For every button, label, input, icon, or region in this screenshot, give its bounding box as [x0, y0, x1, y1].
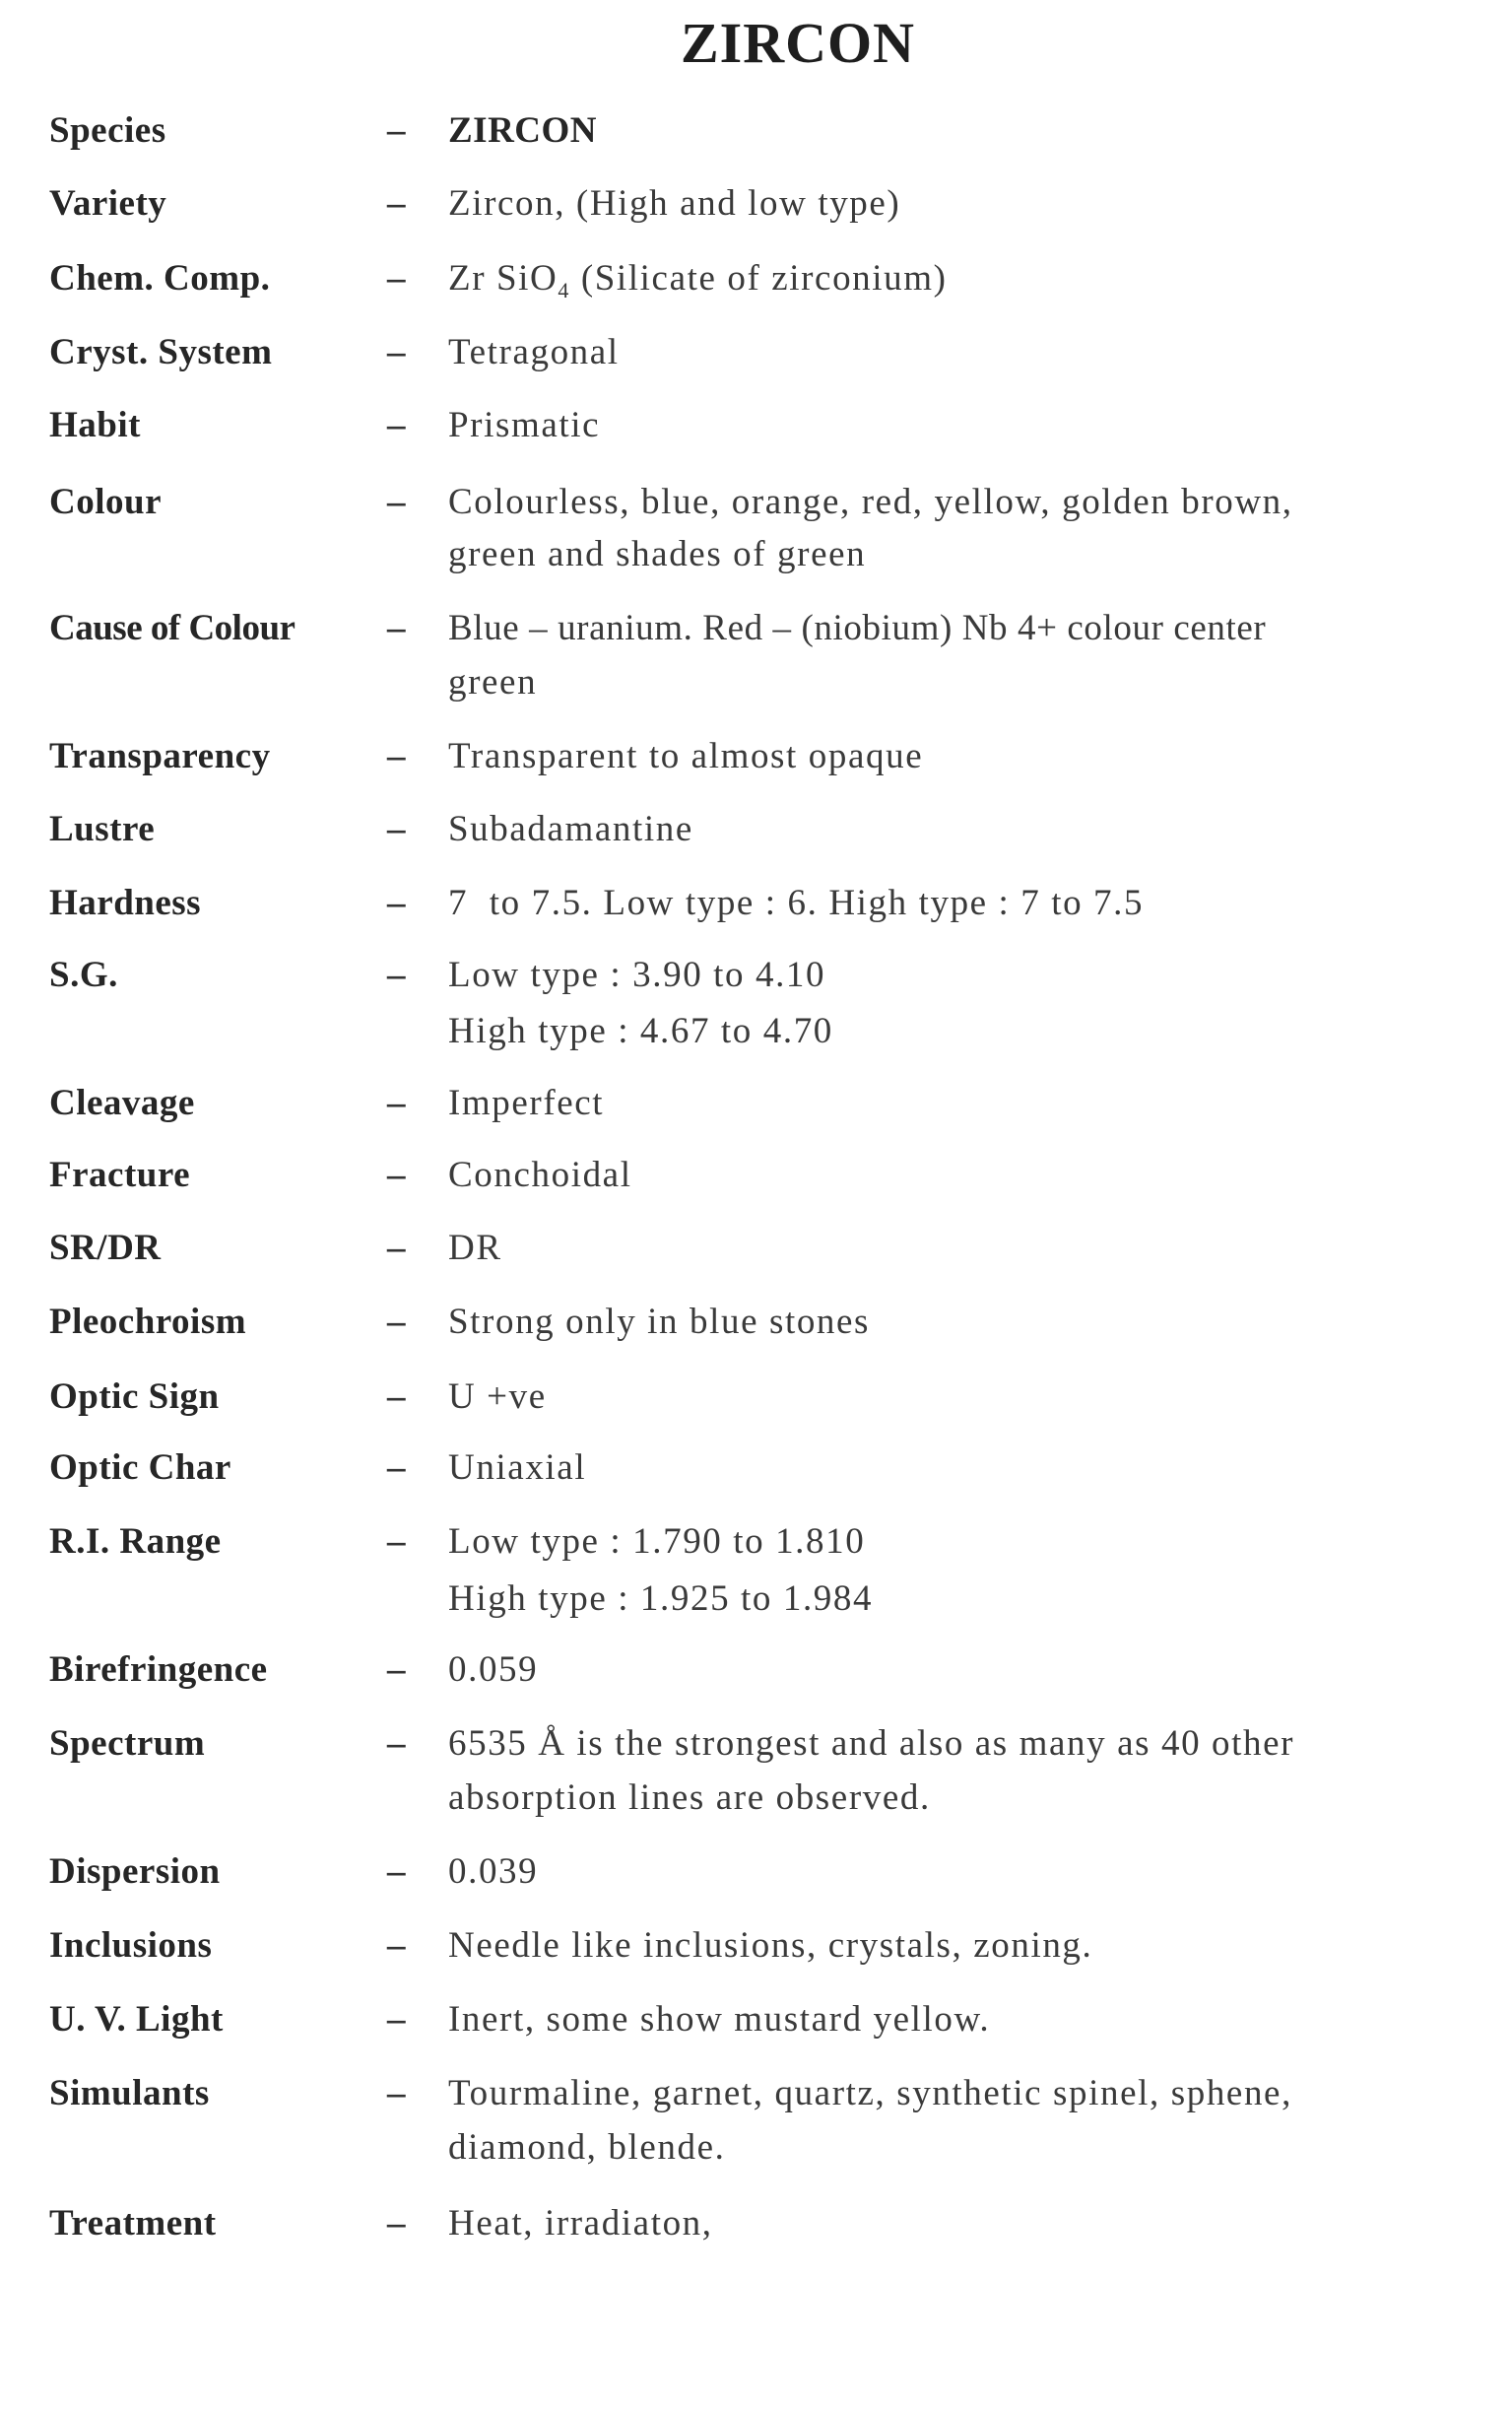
- property-label: Fracture: [49, 1155, 191, 1195]
- property-label: Simulants: [49, 2073, 210, 2113]
- separator-dash: –: [387, 809, 406, 849]
- page-title: ZIRCON: [680, 11, 916, 75]
- property-label: R.I. Range: [49, 1521, 222, 1562]
- property-value: U +ve: [448, 1376, 547, 1417]
- separator-dash: –: [387, 405, 406, 445]
- property-value-continued: green and shades of green: [448, 534, 867, 574]
- separator-dash: –: [387, 955, 406, 995]
- formula-description: (Silicate of zirconium): [569, 258, 948, 299]
- property-label: Cryst. System: [49, 332, 273, 372]
- property-label: Inclusions: [49, 1925, 213, 1966]
- separator-dash: –: [387, 482, 406, 522]
- property-label: Lustre: [49, 809, 156, 849]
- separator-dash: –: [387, 736, 406, 776]
- separator-dash: –: [387, 1649, 406, 1690]
- property-value: Uniaxial: [448, 1447, 587, 1488]
- separator-dash: –: [387, 332, 406, 372]
- separator-dash: –: [387, 258, 406, 299]
- property-label: Birefringence: [49, 1649, 268, 1690]
- property-value: Tetragonal: [448, 332, 620, 372]
- property-value-continued: diamond, blende.: [448, 2127, 726, 2168]
- property-value: ZIRCON: [448, 110, 598, 151]
- property-value: Transparent to almost opaque: [448, 736, 924, 776]
- separator-dash: –: [387, 1447, 406, 1488]
- separator-dash: –: [387, 1155, 406, 1195]
- separator-dash: –: [387, 1083, 406, 1123]
- property-value-continued: absorption lines are observed.: [448, 1777, 931, 1818]
- separator-dash: –: [387, 1999, 406, 2040]
- property-label: U. V. Light: [49, 1999, 224, 2040]
- property-label: Optic Char: [49, 1447, 231, 1488]
- separator-dash: –: [387, 1376, 406, 1417]
- property-value: Heat, irradiaton,: [448, 2203, 713, 2244]
- property-value: Needle like inclusions, crystals, zoning.: [448, 1925, 1093, 1966]
- property-label: Treatment: [49, 2203, 217, 2244]
- separator-dash: –: [387, 883, 406, 923]
- separator-dash: –: [387, 183, 406, 224]
- property-value: DR: [448, 1228, 502, 1268]
- property-label: Species: [49, 110, 166, 151]
- property-value: Colourless, blue, orange, red, yellow, golden brown,: [448, 482, 1293, 522]
- separator-dash: –: [387, 1228, 406, 1268]
- separator-dash: –: [387, 110, 406, 151]
- property-value: 7 to 7.5. Low type : 6. High type : 7 to 7.5: [448, 883, 1145, 923]
- property-value: Low type : 3.90 to 4.10: [448, 955, 826, 995]
- property-label: Chem. Comp.: [49, 258, 271, 299]
- formula-subscript: 4: [558, 278, 570, 302]
- property-value-continued: High type : 1.925 to 1.984: [448, 1578, 874, 1619]
- property-label: S.G.: [49, 955, 118, 995]
- property-value: Conchoidal: [448, 1155, 632, 1195]
- property-value: Tourmaline, garnet, quartz, synthetic spinel, sphene,: [448, 2073, 1292, 2113]
- property-label: Variety: [49, 183, 167, 224]
- property-value: Prismatic: [448, 405, 601, 445]
- property-label: Habit: [49, 405, 141, 445]
- property-value: 0.039: [448, 1851, 539, 1892]
- property-value: Strong only in blue stones: [448, 1302, 871, 1342]
- separator-dash: –: [387, 1723, 406, 1764]
- property-label: Optic Sign: [49, 1376, 220, 1417]
- property-label: Cause of Colour: [49, 608, 296, 648]
- property-value: Inert, some show mustard yellow.: [448, 1999, 991, 2040]
- property-value: Low type : 1.790 to 1.810: [448, 1521, 866, 1562]
- separator-dash: –: [387, 1302, 406, 1342]
- property-label: SR/DR: [49, 1228, 162, 1268]
- separator-dash: –: [387, 608, 406, 648]
- property-label: Spectrum: [49, 1723, 206, 1764]
- property-value: Imperfect: [448, 1083, 605, 1123]
- property-label: Hardness: [49, 883, 202, 923]
- property-label: Dispersion: [49, 1851, 221, 1892]
- property-value: Blue – uranium. Red – (niobium) Nb 4+ colour center: [448, 608, 1267, 648]
- property-value: [448, 254, 948, 303]
- property-value: 0.059: [448, 1649, 539, 1690]
- property-value-continued: High type : 4.67 to 4.70: [448, 1011, 833, 1051]
- separator-dash: –: [387, 2073, 406, 2113]
- separator-dash: –: [387, 1851, 406, 1892]
- separator-dash: –: [387, 2203, 406, 2244]
- property-value: 6535 Å is the strongest and also as many as 40 other: [448, 1723, 1295, 1764]
- property-label: Colour: [49, 482, 162, 522]
- property-value-continued: green: [448, 662, 538, 703]
- separator-dash: –: [387, 1925, 406, 1966]
- separator-dash: –: [387, 1521, 406, 1562]
- property-value: Zircon, (High and low type): [448, 183, 901, 224]
- property-value: Subadamantine: [448, 809, 693, 849]
- chemical-formula: Zr SiO: [448, 258, 559, 299]
- property-label: Cleavage: [49, 1083, 195, 1123]
- property-label: Pleochroism: [49, 1302, 247, 1342]
- property-label: Transparency: [49, 736, 271, 776]
